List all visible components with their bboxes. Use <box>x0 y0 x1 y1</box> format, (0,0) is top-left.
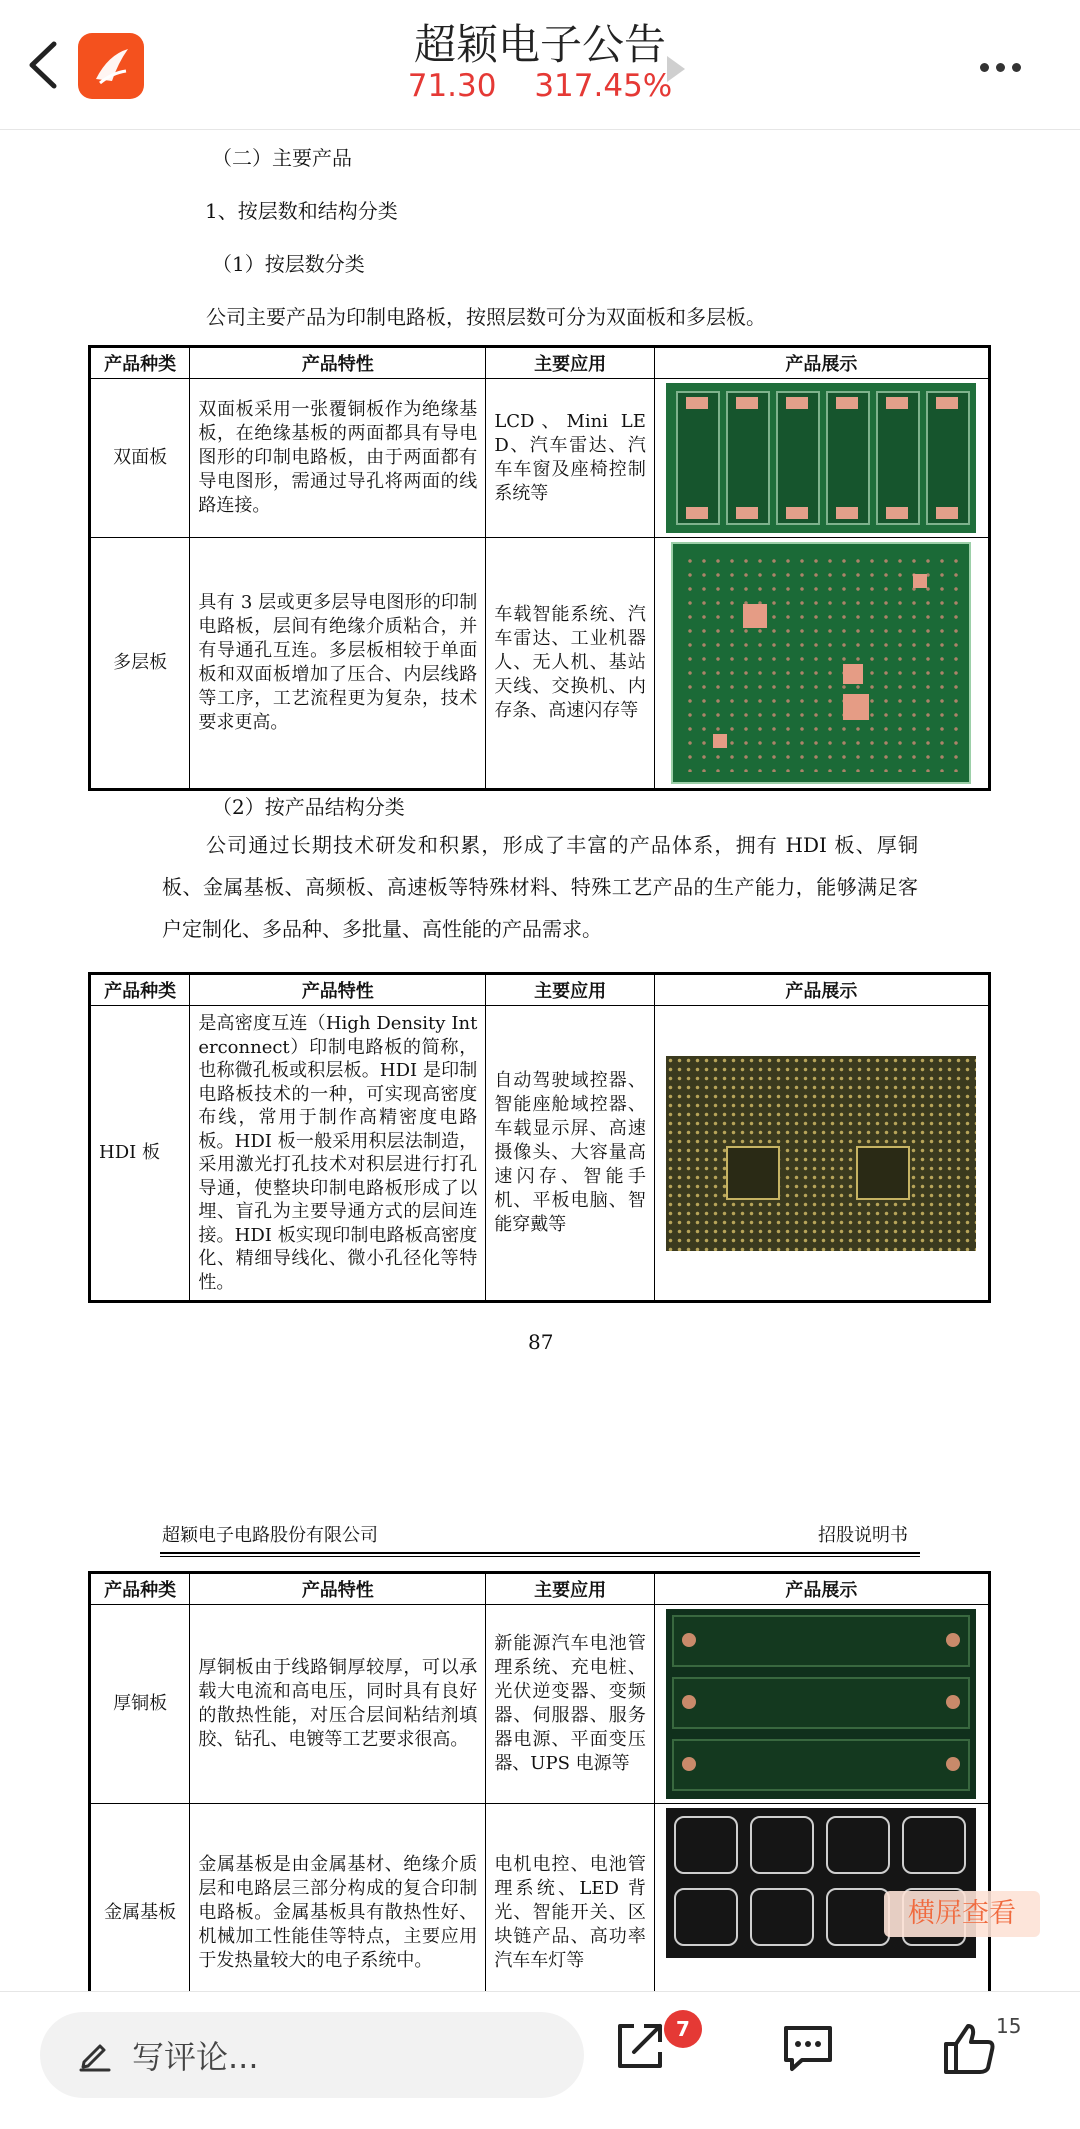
pcb-multilayer-image <box>671 542 971 784</box>
landscape-view-button[interactable]: 横屏查看 <box>884 1891 1040 1937</box>
product-application: LCD、Mini LED、汽车雷达、汽车车窗及座椅控制系统等 <box>486 379 655 538</box>
stock-change: 317.45% <box>534 68 673 104</box>
column-header: 产品展示 <box>654 1573 989 1605</box>
pcb-hdi-image <box>666 1056 976 1251</box>
product-category: 双面板 <box>90 379 190 538</box>
product-feature: 金属基板是由金属基材、绝缘介质层和电路层三部分构成的复合印制电路板。金属基板具有散热性好、机械加工性能佳等特点，主要应用于发热量较大的电子系统中。 <box>190 1804 486 1992</box>
product-category: HDI 板 <box>90 1006 190 1302</box>
product-application: 自动驾驶域控器、智能座舱域控器、车载显示屏、高速摄像头、大容量高速闪存、智能手机、平板电脑、智能穿戴等 <box>486 1006 655 1302</box>
pen-icon <box>78 2036 112 2072</box>
product-table-structure <box>88 972 991 1303</box>
column-header: 产品种类 <box>90 347 190 379</box>
column-header: 主要应用 <box>486 974 655 1006</box>
comment-placeholder: 写评论... <box>132 2038 259 2076</box>
document-viewer[interactable] <box>0 131 1080 1991</box>
product-table-structure-continued <box>88 1571 991 1991</box>
product-table-layers <box>88 345 991 791</box>
product-feature: 是高密度互连（High Density Interconnect）印制电路板的简称，也称微孔板或积层板。HDI 是印制电路板技术的一种，可实现高密度布线，常用于制作高精密度电路板。HDI 板一般采用积层法制造，采用激光打孔技术对积层进行打孔导通，使整块印制电路板形成了以埋、盲孔为主要导通方式的层间连接。HDI 板实现印制电路板高密度化、精细导线化、微小孔径化等特性。 <box>190 1006 486 1302</box>
like-count: 15 <box>996 2014 1022 2038</box>
column-header: 产品展示 <box>654 974 989 1006</box>
company-name: 超颖电子电路股份有限公司 <box>162 1525 378 1546</box>
product-application: 车载智能系统、汽车雷达、工业机器人、无人机、基站天线、交换机、内存条、高速闪存等 <box>486 538 655 790</box>
table-row <box>90 538 990 790</box>
column-header: 产品种类 <box>90 974 190 1006</box>
share-count-badge: 7 <box>664 2010 702 2048</box>
page-title: 超颖电子公告 <box>413 20 666 69</box>
column-header: 主要应用 <box>486 347 655 379</box>
subsection-heading: （2）按产品结构分类 <box>212 795 405 819</box>
pcb-thick-copper-image <box>666 1609 976 1799</box>
table-header-row <box>90 974 990 1006</box>
document-type: 招股说明书 <box>818 1525 908 1546</box>
comment-input[interactable] <box>40 2012 584 2098</box>
table-header-row <box>90 347 990 379</box>
share-icon[interactable] <box>612 2018 668 2074</box>
product-feature: 厚铜板由于线路铜厚较厚，可以承载大电流和高电压，同时具有良好的散热性能，对压合层间粘结剂填胶、钻孔、电镀等工艺要求很高。 <box>190 1605 486 1804</box>
product-application: 新能源汽车电池管理系统、充电桩、光伏逆变器、变频器、伺服器、服务器电源、平面变压器、UPS 电源等 <box>486 1605 655 1804</box>
play-icon[interactable] <box>667 56 685 82</box>
table-header-row <box>90 1573 990 1605</box>
column-header: 主要应用 <box>486 1573 655 1605</box>
table-row <box>90 1605 990 1804</box>
table-row <box>90 1804 990 1992</box>
column-header: 产品特性 <box>190 1573 486 1605</box>
like-icon[interactable] <box>940 2020 998 2078</box>
stock-price: 71.30 <box>407 68 497 104</box>
table-row <box>90 379 990 538</box>
column-header: 产品种类 <box>90 1573 190 1605</box>
header-rule <box>160 1552 920 1554</box>
table-row <box>90 1006 990 1302</box>
app-header <box>0 0 1080 130</box>
product-category: 多层板 <box>90 538 190 790</box>
column-header: 产品特性 <box>190 974 486 1006</box>
column-header: 产品特性 <box>190 347 486 379</box>
pcb-double-sided-image <box>666 383 976 533</box>
product-category: 金属基板 <box>90 1804 190 1992</box>
section-heading: （二）主要产品 <box>212 146 352 170</box>
product-application: 电机电控、电池管理系统、LED 背光、智能开关、区块链产品、高功率汽车车灯等 <box>486 1804 655 1992</box>
bottom-action-bar <box>0 1991 1080 2129</box>
comment-icon[interactable] <box>780 2022 836 2074</box>
page-number: 87 <box>528 1330 554 1354</box>
product-feature: 双面板采用一张覆铜板作为绝缘基板，在绝缘基板的两面都具有导电图形的印制电路板，由于两面都有导电图形，需通过导孔将两面的线路连接。 <box>190 379 486 538</box>
product-category: 厚铜板 <box>90 1605 190 1804</box>
subsection-heading: （1）按层数分类 <box>212 252 365 276</box>
paragraph: 公司主要产品为印制电路板，按照层数可分为双面板和多层板。 <box>206 305 766 329</box>
stock-quote <box>0 68 1080 104</box>
subsection-heading: 1、按层数和结构分类 <box>205 199 398 223</box>
product-feature: 具有 3 层或更多层导电图形的印制电路板，层间有绝缘介质粘合，并有导通孔互连。多层板相较于单面板和双面板增加了压合、内层线路等工序，工艺流程更为复杂，技术要求更高。 <box>190 538 486 790</box>
more-icon[interactable] <box>980 57 1030 71</box>
column-header: 产品展示 <box>654 347 989 379</box>
paragraph: 公司通过长期技术研发和积累，形成了丰富的产品体系，拥有 HDI 板、厚铜板、金属基板、高频板、高速板等特殊材料、特殊工艺产品的生产能力，能够满足客户定制化、多品种、多批量、高性能的产品需求。 <box>162 833 918 941</box>
